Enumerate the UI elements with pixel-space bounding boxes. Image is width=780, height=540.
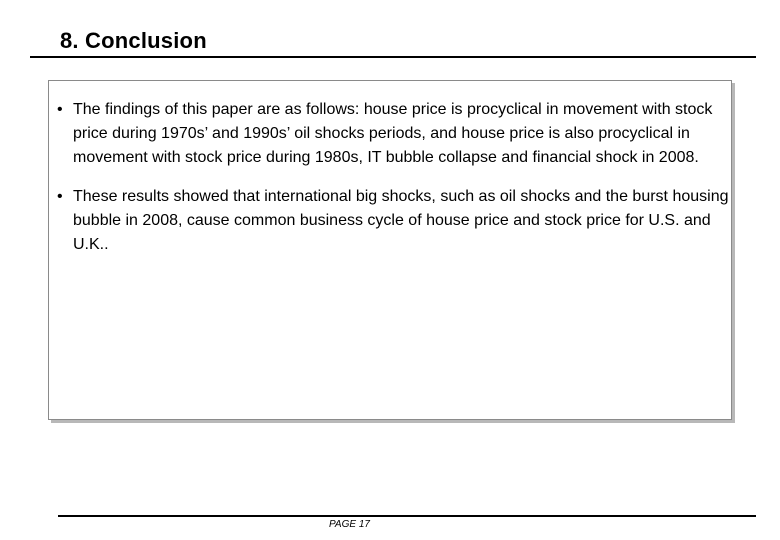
- bullet-item-results: [57, 185, 729, 257]
- bullet-text: The findings of this paper are as follows: house price is procyclical in movement with stock price during 1970s’ and 1990s’ oil shocks periods, and house price is also procyclical in movement with stock price during 1980s, IT bubble collapse and financial shock in 2008.: [73, 101, 713, 166]
- bullet-marker: •: [57, 101, 63, 118]
- bullet-marker: •: [57, 188, 63, 205]
- bullet-item-findings: [57, 98, 729, 170]
- content-box: [48, 80, 732, 420]
- slide-title: 8. Conclusion: [60, 28, 207, 53]
- footer-divider: [58, 515, 756, 517]
- bullet-list: [57, 98, 729, 272]
- page-number: PAGE 17: [329, 519, 370, 530]
- bullet-text: These results showed that international big shocks, such as oil shocks and the burst housing bubble in 2008, cause common business cycle of house price and stock price for U.S. and U.K..: [73, 188, 729, 253]
- title-divider: [30, 56, 756, 58]
